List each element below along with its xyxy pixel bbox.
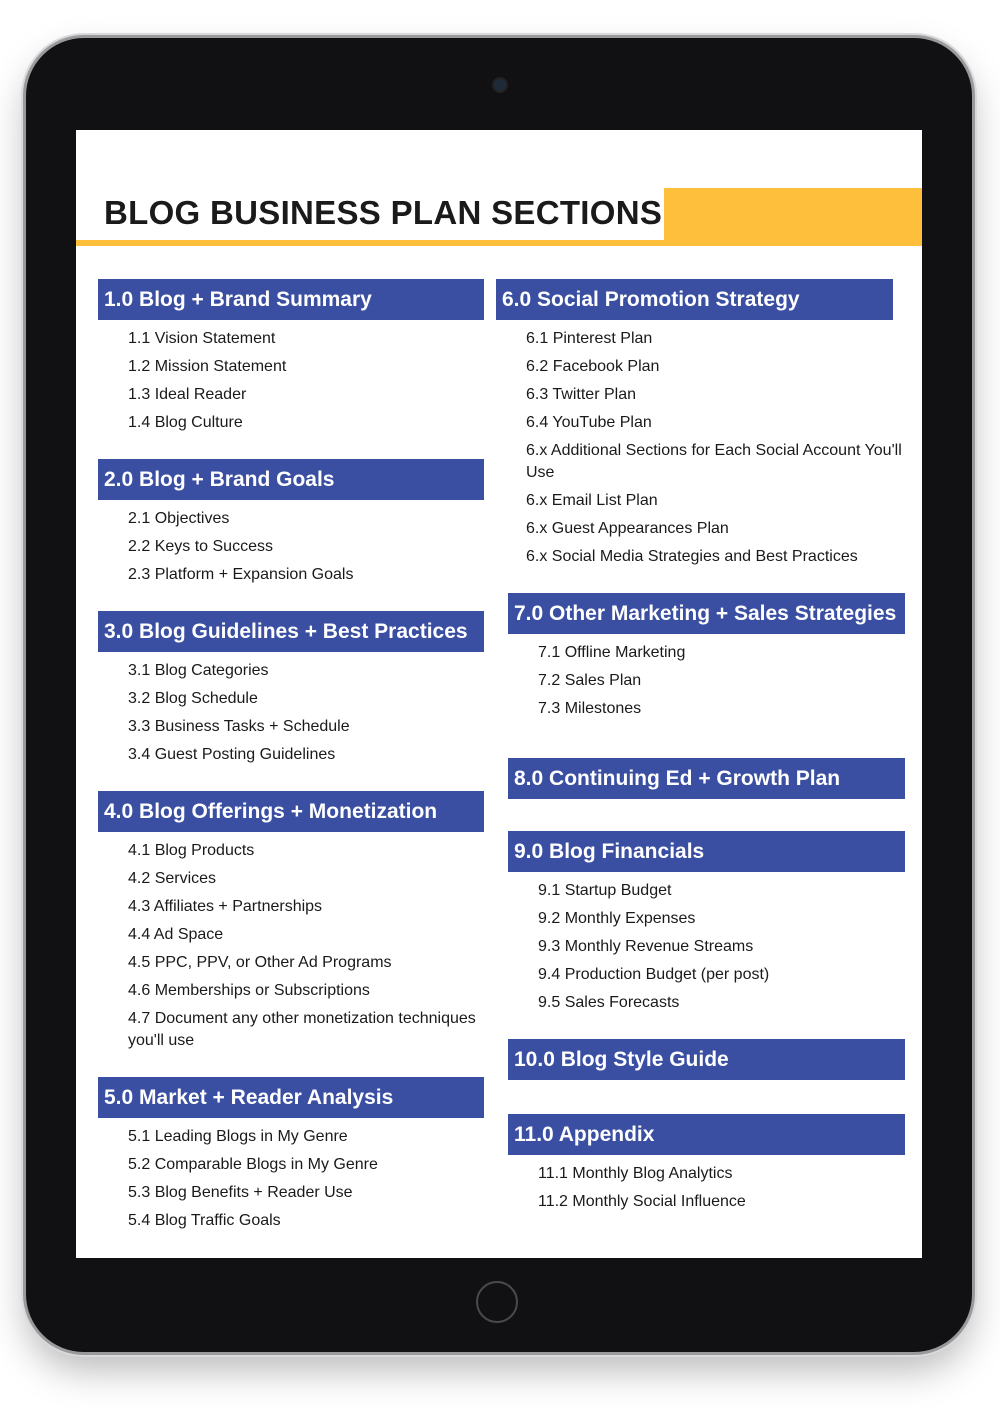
list-item: 6.x Guest Appearances Plan	[526, 520, 729, 537]
list-item: 1.1 Vision Statement	[128, 330, 276, 347]
section-header[interactable]: 6.0 Social Promotion Strategy	[496, 279, 893, 320]
camera-icon	[494, 79, 506, 91]
list-item: 4.7 Document any other monetization techniques you'll use	[128, 1010, 476, 1049]
list-item: 6.1 Pinterest Plan	[526, 330, 653, 347]
section-header[interactable]: 9.0 Blog Financials	[508, 831, 905, 872]
left-column	[98, 279, 498, 1257]
list-item: 4.3 Affiliates + Partnerships	[128, 898, 323, 915]
list-item: 6.x Additional Sections for Each Social Account You'll Use	[526, 442, 902, 481]
section-9	[508, 831, 906, 1014]
section-2	[98, 459, 498, 586]
list-item: 5.2 Comparable Blogs in My Genre	[128, 1156, 378, 1173]
list-item: 2.2 Keys to Success	[128, 538, 273, 555]
list-item: 9.1 Startup Budget	[538, 882, 672, 899]
list-item: 1.4 Blog Culture	[128, 414, 243, 431]
list-item: 2.1 Objectives	[128, 510, 230, 527]
title-accent-band	[664, 188, 922, 246]
section-7	[508, 593, 906, 720]
section-3	[98, 611, 498, 766]
list-item: 5.3 Blog Benefits + Reader Use	[128, 1184, 353, 1201]
section-items	[496, 328, 906, 568]
list-item: 6.4 YouTube Plan	[526, 414, 652, 431]
list-item: 4.6 Memberships or Subscriptions	[128, 982, 370, 999]
section-header[interactable]: 10.0 Blog Style Guide	[508, 1039, 905, 1080]
list-item: 11.2 Monthly Social Influence	[538, 1193, 746, 1210]
section-items	[508, 642, 906, 720]
list-item: 4.2 Services	[128, 870, 217, 887]
list-item: 3.3 Business Tasks + Schedule	[128, 718, 350, 735]
title-underline	[76, 240, 922, 246]
list-item: 6.3 Twitter Plan	[526, 386, 636, 403]
list-item: 11.1 Monthly Blog Analytics	[538, 1165, 733, 1182]
section-items	[98, 840, 498, 1052]
list-item: 7.1 Offline Marketing	[538, 644, 686, 661]
list-item: 6.x Social Media Strategies and Best Practices	[526, 548, 858, 565]
list-item: 6.2 Facebook Plan	[526, 358, 660, 375]
list-item: 4.4 Ad Space	[128, 926, 224, 943]
section-header[interactable]: 4.0 Blog Offerings + Monetization	[98, 791, 484, 832]
section-6	[496, 279, 906, 568]
list-item: 1.2 Mission Statement	[128, 358, 287, 375]
section-4	[98, 791, 498, 1052]
list-item: 1.3 Ideal Reader	[128, 386, 247, 403]
section-items	[98, 328, 498, 434]
section-items	[98, 1126, 498, 1232]
list-item: 9.3 Monthly Revenue Streams	[538, 938, 754, 955]
list-item: 3.2 Blog Schedule	[128, 690, 258, 707]
section-header[interactable]: 7.0 Other Marketing + Sales Strategies	[508, 593, 905, 634]
list-item: 6.x Email List Plan	[526, 492, 658, 509]
list-item: 3.4 Guest Posting Guidelines	[128, 746, 336, 763]
home-button[interactable]	[476, 1281, 518, 1323]
right-column	[496, 279, 906, 1238]
section-items	[508, 1163, 906, 1213]
section-header[interactable]: 8.0 Continuing Ed + Growth Plan	[508, 758, 905, 799]
document-page	[76, 130, 922, 1258]
list-item: 5.1 Leading Blogs in My Genre	[128, 1128, 348, 1145]
list-item: 3.1 Blog Categories	[128, 662, 269, 679]
tablet-device	[26, 38, 972, 1352]
list-item: 7.2 Sales Plan	[538, 672, 642, 689]
section-items	[508, 880, 906, 1014]
list-item: 9.5 Sales Forecasts	[538, 994, 680, 1011]
list-item: 2.3 Platform + Expansion Goals	[128, 566, 354, 583]
list-item: 9.2 Monthly Expenses	[538, 910, 696, 927]
list-item: 5.4 Blog Traffic Goals	[128, 1212, 281, 1229]
section-8	[508, 758, 906, 799]
list-item: 9.4 Production Budget (per post)	[538, 966, 770, 983]
list-item: 4.1 Blog Products	[128, 842, 255, 859]
list-item: 7.3 Milestones	[538, 700, 642, 717]
section-5	[98, 1077, 498, 1232]
section-header[interactable]: 11.0 Appendix	[508, 1114, 905, 1155]
section-11	[508, 1114, 906, 1213]
section-header[interactable]: 5.0 Market + Reader Analysis	[98, 1077, 484, 1118]
section-items	[98, 660, 498, 766]
page-title: BLOG BUSINESS PLAN SECTIONS	[104, 194, 663, 231]
section-header[interactable]: 2.0 Blog + Brand Goals	[98, 459, 484, 500]
section-1	[98, 279, 498, 434]
section-header[interactable]: 1.0 Blog + Brand Summary	[98, 279, 484, 320]
section-items	[98, 508, 498, 586]
section-header[interactable]: 3.0 Blog Guidelines + Best Practices	[98, 611, 484, 652]
list-item: 4.5 PPC, PPV, or Other Ad Programs	[128, 954, 392, 971]
section-10	[508, 1039, 906, 1080]
